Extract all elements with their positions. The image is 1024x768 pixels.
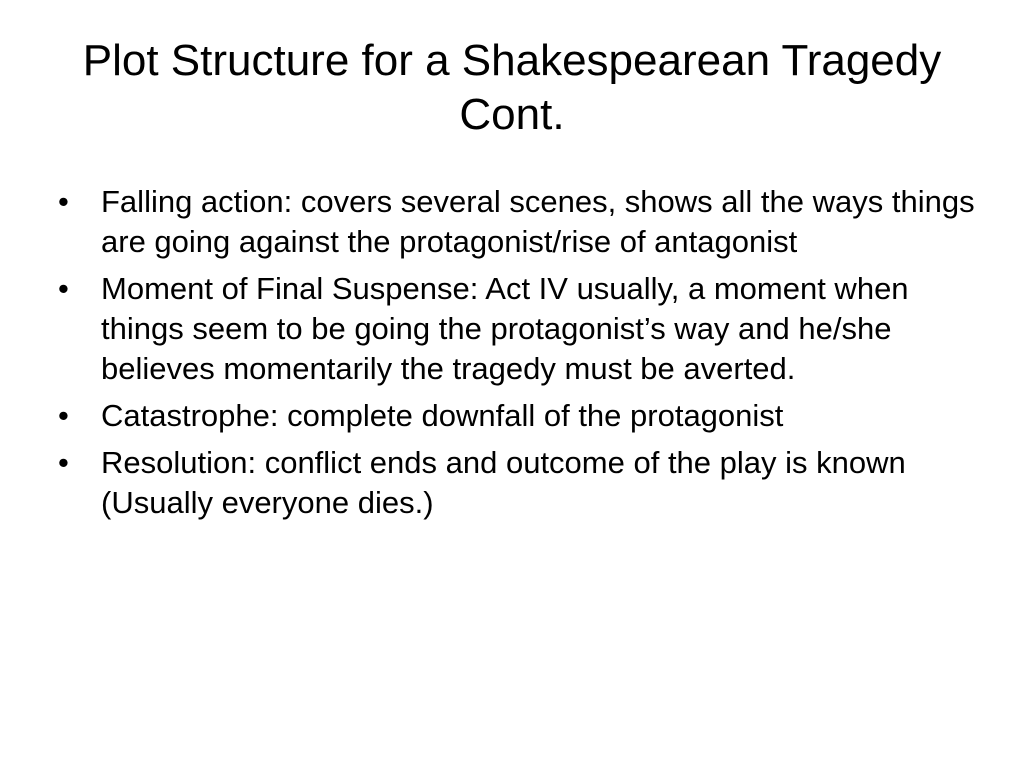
bullet-item-final-suspense: • Moment of Final Suspense: Act IV usually, a moment when things seem to be going the protagonist’s way and he/she believes momentarily the tragedy must be averted. bbox=[56, 269, 976, 389]
bullet-item-resolution: • Resolution: conflict ends and outcome of the play is known (Usually everyone dies.) bbox=[56, 443, 976, 523]
slide-title: Plot Structure for a Shakespearean Tragedy Cont. bbox=[82, 36, 942, 139]
bullet-item-catastrophe: • Catastrophe: complete downfall of the protagonist bbox=[56, 396, 976, 436]
bullet-item-falling-action: • Falling action: covers several scenes, shows all the ways things are going against the protagonist/rise of antagonist bbox=[56, 182, 976, 262]
bullet-list bbox=[56, 182, 976, 530]
